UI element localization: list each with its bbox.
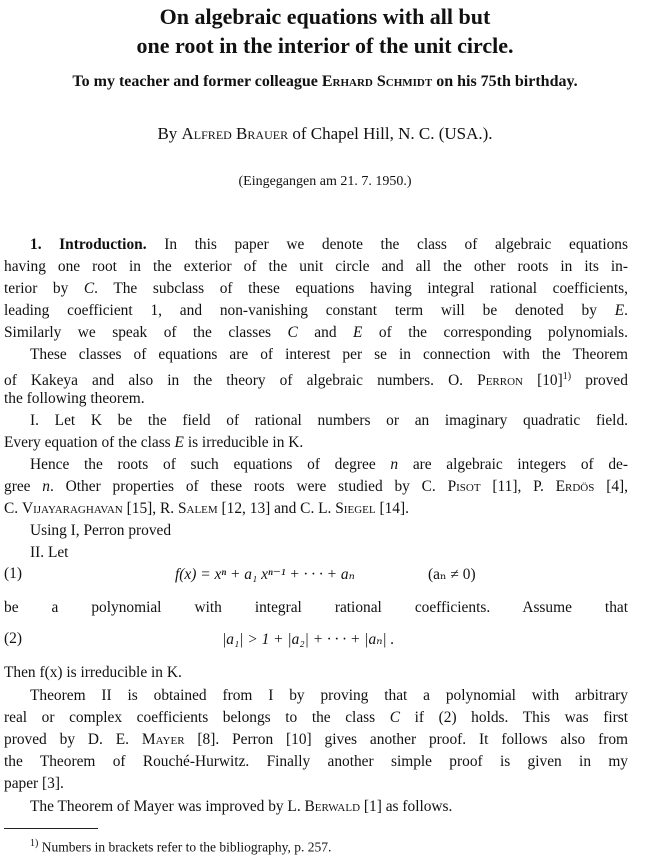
- paragraph-line: the Theorem of Rouché-Hurwitz. Finally another simple proof is given in my: [4, 753, 628, 770]
- theorem-line: I. Let K be the field of rational numbers or an imaginary quadratic field.: [30, 412, 628, 429]
- paragraph-line: be a polynomial with integral rational coefficients. Assume that: [4, 599, 628, 616]
- paragraph-line: of Kakeya and also in the theory of algebraic numbers. O. Perron $[10]^{1)}$ proved: [4, 371, 628, 390]
- footnote-rule: [4, 828, 98, 829]
- paragraph-line: paper [3].: [4, 775, 64, 792]
- dedication-name: Erhard Schmidt: [321, 73, 433, 90]
- paragraph-line: proved by D. E. Mayer [8]. Perron [10] gives another proof. It follows also from: [4, 731, 628, 748]
- theorem-line: II. Let: [30, 544, 69, 561]
- dedication-post: on his 75th birthday.: [436, 73, 578, 90]
- section-heading: 1. Introduction.: [30, 236, 147, 253]
- footnote: [30, 838, 331, 856]
- paragraph-line: These classes of equations are of interest per se in connection with the Theorem: [30, 346, 628, 363]
- paragraph-line: The Theorem of Mayer was improved by L. Berwald [1] as follows.: [30, 798, 453, 815]
- paragraph-line: Hence the roots of such equations of degree n are algebraic integers of de-: [30, 456, 629, 473]
- paragraph-line: gree n. Other properties of these roots were studied by C. Pisot [11], P. Erdös [4],: [4, 478, 628, 495]
- paragraph-line: real or complex coefficients belongs to the class C if (2) holds. This was first: [4, 709, 628, 726]
- dedication-pre: To my teacher and former colleague: [72, 73, 318, 90]
- dedication: [0, 73, 650, 91]
- author-pre: By: [157, 124, 178, 143]
- paragraph-line: Theorem II is obtained from I by proving that a polynomial with arbitrary: [30, 687, 628, 704]
- paragraph-line: Similarly we speak of the classes C and E of the corresponding polynomials.: [4, 324, 628, 341]
- paragraph-line: having one root in the exterior of the unit circle and all the other roots in its in-: [4, 258, 628, 275]
- equation-1-condition: (aₙ ≠ 0): [428, 566, 476, 583]
- theorem-line: Every equation of the class E is irreducible in K.: [4, 434, 304, 451]
- equation-2: |a₁| > 1 + |a₂| + · · · + |aₙ| .: [222, 631, 395, 648]
- equation-number-1: (1): [4, 565, 22, 582]
- author-name: Alfred Brauer: [181, 124, 289, 143]
- paragraph-line: Using I, Perron proved: [30, 522, 172, 539]
- paragraph-line: 1. Introduction. In this paper we denote the class of algebraic equations: [30, 236, 628, 253]
- title-line-2: one root in the interior of the unit circle.: [136, 33, 514, 58]
- footnote-text: Numbers in brackets refer to the bibliography, p. 257.: [41, 839, 332, 855]
- paragraph-line: terior by C. The subclass of these equations having integral rational coefficients,: [4, 280, 628, 297]
- title-line-1: On algebraic equations with all but: [159, 4, 491, 29]
- equation-1: f(x) = xⁿ + a₁ xⁿ⁻¹ + · · · + aₙ: [175, 566, 355, 583]
- paragraph-line: the following theorem.: [4, 390, 145, 407]
- received-date: (Eingegangen am 21. 7. 1950.): [238, 174, 412, 189]
- author-line: [0, 124, 650, 144]
- paragraph-line: C. Vijayaraghavan [15], R. Salem [12, 13] and C. L. Siegel [14].: [4, 500, 409, 517]
- equation-number-2: (2): [4, 630, 22, 647]
- footnote-marker: 1): [30, 838, 39, 849]
- paragraph-line: leading coefficient 1, and non-vanishing constant term will be denoted by E.: [4, 302, 628, 319]
- author-affiliation: of Chapel Hill, N. C. (USA.).: [292, 124, 493, 143]
- paragraph-line: Then f(x) is irreducible in K.: [4, 664, 182, 681]
